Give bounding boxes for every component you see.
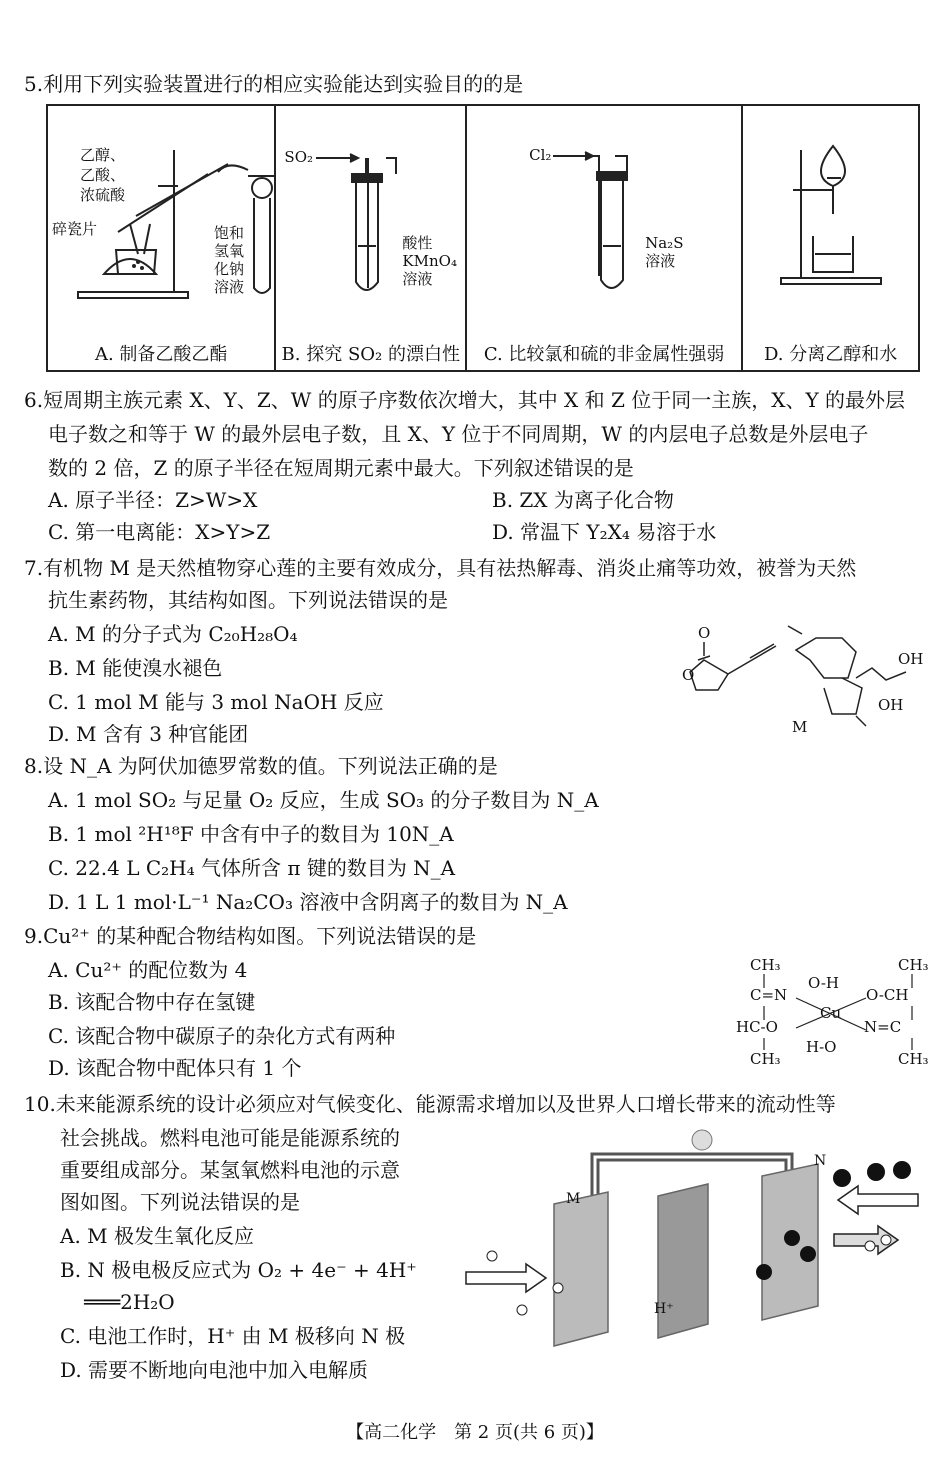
coordination-bonds-icon bbox=[736, 956, 932, 1068]
q7-option-a: A. M 的分子式为 C₂₀H₂₈O₄ bbox=[48, 622, 298, 646]
label-a: 乙醇、 bbox=[80, 146, 126, 164]
q10-option-c: C. 电池工作时，H⁺ 由 M 极移向 N 极 bbox=[60, 1324, 406, 1348]
label-b: 酸性 bbox=[402, 234, 433, 252]
struct-label: HC-O bbox=[736, 1018, 778, 1036]
fuel-cell-figure bbox=[462, 1122, 924, 1366]
apparatus-d bbox=[742, 105, 919, 371]
q6-option-c: C. 第一电离能：X>Y>Z bbox=[48, 520, 271, 544]
proton-label: H⁺ bbox=[654, 1301, 674, 1317]
q9-option-c: C. 该配合物中碳原子的杂化方式有两种 bbox=[48, 1024, 396, 1048]
caption-d: D. 分离乙醇和水 bbox=[763, 344, 898, 365]
label-a: 化钠 bbox=[214, 260, 245, 278]
struct-label: OH bbox=[898, 650, 924, 668]
caption-b: B. 探究 SO₂ 的漂白性 bbox=[281, 344, 460, 365]
struct-label: CH₃ bbox=[750, 1050, 781, 1068]
struct-label: O-CH bbox=[866, 986, 909, 1004]
label-a: 浓硫酸 bbox=[80, 186, 126, 204]
q9-option-b: B. 该配合物中存在氢键 bbox=[48, 990, 256, 1014]
struct-label: C=N bbox=[750, 986, 788, 1004]
molecule-m-structure bbox=[680, 620, 930, 740]
label-a: 氢氧 bbox=[214, 242, 245, 260]
label-c: 溶液 bbox=[645, 252, 676, 270]
page-footer: 【高二化学 第 2 页(共 6 页)】 bbox=[346, 1422, 604, 1443]
q7-option-b: B. M 能使溴水褪色 bbox=[48, 656, 223, 680]
q8-option-a: A. 1 mol SO₂ 与足量 O₂ 反应，生成 SO₃ 的分子数目为 N_A bbox=[48, 788, 599, 812]
q10-line: 图如图。下列说法错误的是 bbox=[60, 1190, 300, 1214]
electrode-n-label: N bbox=[814, 1153, 827, 1169]
q6-line: 电子数之和等于 W 的最外层电子数，且 X、Y 位于不同周期，W 的内层电子总数是外层电子 bbox=[48, 422, 869, 446]
q8-option-c: C. 22.4 L C₂H₄ 气体所含 π 键的数目为 N_A bbox=[48, 856, 456, 880]
q10-line: 10.未来能源系统的设计必须应对气候变化、能源需求增加以及世界人口增长带来的流动性等 bbox=[24, 1092, 836, 1116]
test-tube-icon bbox=[276, 106, 466, 336]
apparatus-c bbox=[466, 105, 742, 371]
q7-option-d: D. M 含有 3 种官能团 bbox=[48, 722, 249, 746]
label-b: SO₂ bbox=[284, 148, 314, 166]
test-tube-icon bbox=[467, 106, 743, 336]
label-b: KMnO₄ bbox=[402, 252, 457, 270]
struct-label: N=C bbox=[864, 1018, 902, 1036]
q10-option-b: B. N 极电极反应式为 O₂ + 4e⁻ + 4H⁺ bbox=[60, 1258, 417, 1282]
q10-option-a: A. M 极发生氧化反应 bbox=[60, 1224, 254, 1248]
label-a: 碎瓷片 bbox=[52, 220, 98, 238]
q8-stem: 8.设 N_A 为阿伏加德罗常数的值。下列说法正确的是 bbox=[24, 754, 498, 778]
struct-label: H-O bbox=[806, 1038, 837, 1056]
struct-label: Cu bbox=[820, 1004, 842, 1022]
q9-option-a: A. Cu²⁺ 的配位数为 4 bbox=[48, 958, 248, 982]
struct-label: O bbox=[682, 666, 695, 684]
q10-line: 重要组成部分。某氢氧燃料电池的示意 bbox=[60, 1158, 400, 1182]
q6-line: 数的 2 倍，Z 的原子半径在短周期元素中最大。下列叙述错误的是 bbox=[48, 456, 634, 480]
label-c: Na₂S bbox=[645, 234, 684, 252]
q10-option-b-cont: ═══2H₂O bbox=[84, 1290, 175, 1314]
q9-stem: 9.Cu²⁺ 的某种配合物结构如图。下列说法错误的是 bbox=[24, 924, 477, 948]
caption-a: A. 制备乙酸乙酯 bbox=[94, 344, 228, 365]
electrode-m-label: M bbox=[566, 1191, 581, 1207]
label-c: Cl₂ bbox=[529, 146, 552, 164]
caption-c: C. 比较氯和硫的非金属性强弱 bbox=[483, 344, 725, 365]
separatory-funnel-icon bbox=[743, 106, 919, 336]
q6-option-d: D. 常温下 Y₂X₄ 易溶于水 bbox=[492, 520, 717, 544]
q5-apparatus-table bbox=[46, 104, 920, 372]
q10-option-d: D. 需要不断地向电池中加入电解质 bbox=[60, 1358, 369, 1382]
q6-option-a: A. 原子半径：Z>W>X bbox=[48, 488, 258, 512]
apparatus-a bbox=[47, 105, 275, 371]
label-a: 溶液 bbox=[214, 278, 245, 296]
q8-option-b: B. 1 mol ²H¹⁸F 中含有中子的数目为 10N_A bbox=[48, 822, 454, 846]
struct-label: OH bbox=[878, 696, 904, 714]
q6-option-b: B. ZX 为离子化合物 bbox=[492, 488, 674, 512]
q10-line: 社会挑战。燃料电池可能是能源系统的 bbox=[60, 1126, 400, 1150]
label-a: 乙酸、 bbox=[80, 166, 126, 184]
struct-label: O-H bbox=[808, 974, 839, 992]
struct-label: CH₃ bbox=[898, 956, 929, 974]
q6-line: 6.短周期主族元素 X、Y、Z、W 的原子序数依次增大，其中 X 和 Z 位于同一主族，X、Y 的最外层 bbox=[24, 388, 906, 412]
q8-option-d: D. 1 L 1 mol·L⁻¹ Na₂CO₃ 溶液中含阴离子的数目为 N_A bbox=[48, 890, 568, 914]
esterification-apparatus-icon bbox=[48, 106, 276, 336]
struct-label: CH₃ bbox=[750, 956, 781, 974]
copper-complex-structure bbox=[736, 956, 932, 1068]
label-b: 溶液 bbox=[402, 270, 433, 288]
q5-stem: 5.利用下列实验装置进行的相应实验能达到实验目的的是 bbox=[24, 72, 524, 96]
fuel-cell-diagram-icon bbox=[462, 1122, 924, 1366]
label-a: 饱和 bbox=[214, 224, 245, 242]
q9-option-d: D. 该配合物中配体只有 1 个 bbox=[48, 1056, 302, 1080]
q7-line: 7.有机物 M 是天然植物穿心莲的主要有效成分，具有祛热解毒、消炎止痛等功效，被誉为天然 bbox=[24, 556, 857, 580]
apparatus-b bbox=[275, 105, 466, 371]
struct-label: CH₃ bbox=[898, 1050, 929, 1068]
struct-label: M bbox=[792, 718, 808, 736]
struct-label: O bbox=[698, 624, 711, 642]
q7-option-c: C. 1 mol M 能与 3 mol NaOH 反应 bbox=[48, 690, 384, 714]
q7-line: 抗生素药物，其结构如图。下列说法错误的是 bbox=[48, 588, 448, 612]
